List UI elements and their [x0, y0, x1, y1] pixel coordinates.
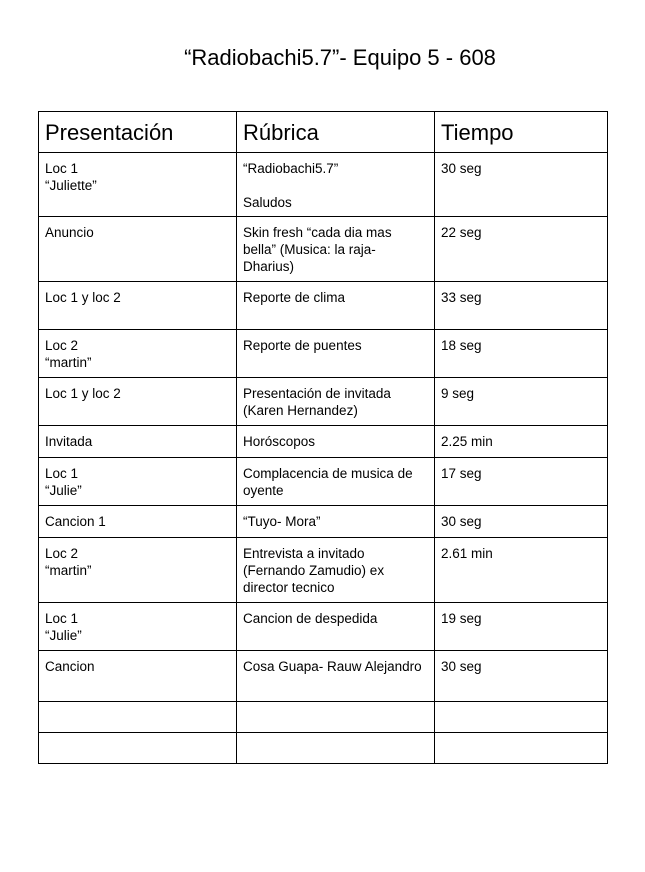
cell-tiempo: 30 seg	[435, 506, 608, 538]
cell-presentacion	[39, 217, 237, 282]
presentacion-line: Loc 1	[45, 611, 79, 626]
header-rubrica: Rúbrica	[237, 112, 435, 153]
table-row	[39, 506, 608, 538]
presentacion-line: “martin”	[45, 563, 92, 578]
rubrica-line: Reporte de clima	[243, 290, 346, 305]
rubrica-line: Cosa Guapa- Rauw Alejandro	[243, 659, 422, 674]
document-title: “Radiobachi5.7”- Equipo 5 - 608	[184, 45, 496, 70]
cell-presentacion	[39, 282, 237, 330]
presentacion-line: Loc 1 y loc 2	[45, 386, 121, 401]
rubrica-line: Reporte de puentes	[243, 338, 362, 353]
cell-rubrica	[237, 603, 435, 651]
cell-presentacion	[39, 538, 237, 603]
table-row	[39, 651, 608, 702]
presentacion-line: Anuncio	[45, 225, 94, 240]
rubrica-line: Presentación de invitada (Karen Hernandez)	[243, 386, 395, 418]
table-row	[39, 217, 608, 282]
presentacion-line: “martin”	[45, 355, 92, 370]
presentacion-line: Loc 1 y loc 2	[45, 290, 121, 305]
cell-rubrica	[237, 506, 435, 538]
table-row	[39, 330, 608, 378]
header-presentacion: Presentación	[39, 112, 237, 153]
table-row	[39, 426, 608, 458]
presentacion-line: “Julie”	[45, 483, 82, 498]
rubrica-line: Horóscopos	[243, 434, 316, 449]
cell-tiempo: 30 seg	[435, 153, 608, 217]
cell-rubrica	[237, 378, 435, 426]
table-row-empty	[39, 702, 608, 733]
rubrica-line: Entrevista a invitado (Fernando Zamudio) ex director tecnico	[243, 546, 388, 595]
cell-tiempo: 33 seg	[435, 282, 608, 330]
rubrica-line: Skin fresh “cada dia mas bella” (Musica: la raja- Dharius)	[243, 225, 396, 274]
cell-rubrica	[237, 538, 435, 603]
cell-tiempo: 19 seg	[435, 603, 608, 651]
presentacion-line: Cancion 1	[45, 514, 106, 529]
table-row	[39, 378, 608, 426]
cell-rubrica	[237, 153, 435, 217]
cell-presentacion	[39, 651, 237, 702]
cell-tiempo: 2.61 min	[435, 538, 608, 603]
cell-rubrica	[237, 426, 435, 458]
presentacion-line: Loc 1	[45, 161, 79, 176]
schedule-table	[38, 111, 608, 764]
cell-presentacion	[39, 426, 237, 458]
header-row	[39, 112, 608, 153]
table-row	[39, 282, 608, 330]
cell-empty	[435, 702, 608, 733]
presentacion-line: Loc 2	[45, 338, 79, 353]
cell-presentacion	[39, 153, 237, 217]
cell-tiempo: 2.25 min	[435, 426, 608, 458]
presentacion-line: “Juliette”	[45, 178, 97, 193]
cell-presentacion	[39, 378, 237, 426]
cell-empty	[39, 733, 237, 764]
rubrica-line: Saludos	[243, 195, 292, 210]
cell-tiempo: 22 seg	[435, 217, 608, 282]
header-tiempo: Tiempo	[435, 112, 608, 153]
table-row	[39, 153, 608, 217]
cell-empty	[237, 733, 435, 764]
cell-rubrica	[237, 458, 435, 506]
cell-tiempo: 18 seg	[435, 330, 608, 378]
cell-presentacion	[39, 603, 237, 651]
rubrica-line: Complacencia de musica de oyente	[243, 466, 417, 498]
cell-presentacion	[39, 506, 237, 538]
table-row	[39, 538, 608, 603]
cell-tiempo: 17 seg	[435, 458, 608, 506]
cell-presentacion	[39, 330, 237, 378]
rubrica-line: “Tuyo- Mora”	[243, 514, 321, 529]
cell-presentacion	[39, 458, 237, 506]
table-row	[39, 458, 608, 506]
rubrica-line: Cancion de despedida	[243, 611, 378, 626]
cell-rubrica	[237, 651, 435, 702]
cell-rubrica	[237, 330, 435, 378]
presentacion-line: Loc 2	[45, 546, 79, 561]
presentacion-line: Cancion	[45, 659, 95, 674]
presentacion-line: Loc 1	[45, 466, 79, 481]
cell-rubrica	[237, 217, 435, 282]
cell-empty	[237, 702, 435, 733]
presentacion-line: “Julie”	[45, 628, 82, 643]
presentacion-line: Invitada	[45, 434, 93, 449]
table-row-empty	[39, 733, 608, 764]
cell-rubrica	[237, 282, 435, 330]
cell-empty	[435, 733, 608, 764]
cell-tiempo: 30 seg	[435, 651, 608, 702]
cell-empty	[39, 702, 237, 733]
table-row	[39, 603, 608, 651]
rubrica-line: “Radiobachi5.7”	[243, 161, 339, 176]
cell-tiempo: 9 seg	[435, 378, 608, 426]
